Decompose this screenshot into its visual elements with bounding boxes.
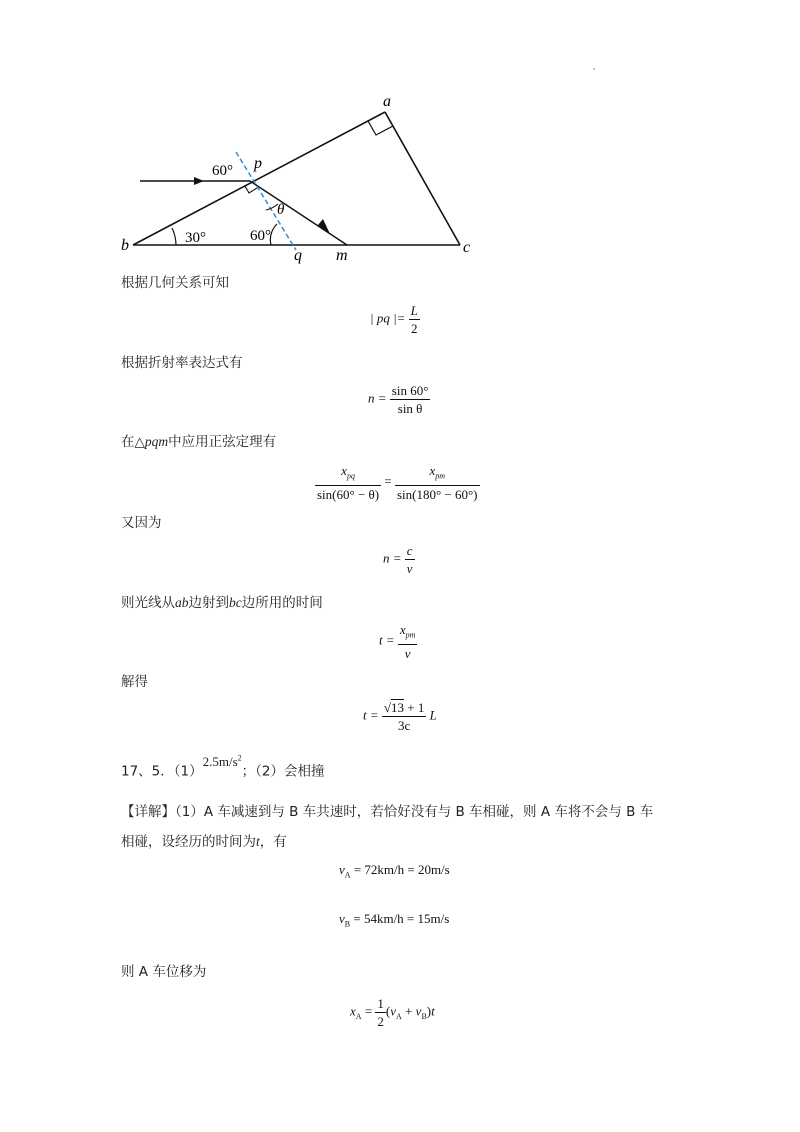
formula-pq-num: L — [410, 303, 418, 318]
f7-sub: A — [344, 870, 351, 880]
f7-rest: = 72km/h = 20m/s — [350, 862, 450, 877]
detail2-prefix: 相碰，设经历的时间为 — [121, 834, 256, 850]
formula-xa — [350, 996, 435, 1029]
formula-pq-den: 2 — [411, 321, 418, 336]
f3-num2: x — [429, 463, 436, 478]
formula-n-left: n = — [368, 390, 387, 406]
f8-v: v — [339, 911, 345, 926]
f4-den: v — [406, 561, 413, 576]
angle-label-60-bottom: 60° — [250, 228, 271, 244]
text-line-geometry: 根据几何关系可知 — [121, 275, 229, 291]
f3-num1: x — [341, 463, 347, 478]
formula-va — [339, 862, 450, 880]
f3-den1: sin(60° − θ) — [317, 486, 380, 502]
label-c: c — [463, 239, 471, 256]
text-time-mid: 边射到 — [188, 595, 229, 611]
formula-sine-rule — [315, 463, 480, 502]
label-b: b — [121, 237, 129, 254]
f9-eq: = — [361, 1003, 376, 1019]
f6-left: t = — [363, 707, 379, 723]
formula-n-cv — [383, 543, 415, 576]
f6-sqrt: 13 — [391, 700, 405, 715]
label-m: m — [336, 247, 348, 264]
f6-num-rest: + 1 — [404, 700, 425, 715]
f9-t: t — [431, 1003, 435, 1019]
f9-paren-close: ) — [426, 1003, 432, 1019]
text-time-bc: bc — [229, 595, 242, 610]
detail2-suffix: ，有 — [259, 834, 287, 850]
f9-v2: v — [415, 1003, 422, 1019]
f9-sub: A — [355, 1012, 362, 1022]
f9-v1: v — [390, 1003, 397, 1019]
text-sine-suffix: 中应用正弦定理有 — [168, 434, 277, 450]
text-line-time — [121, 593, 323, 613]
f4-left: n = — [383, 550, 402, 566]
q17-suffix: ；（2）会相撞 — [241, 763, 325, 780]
label-a: a — [383, 93, 391, 110]
right-angle-marker-p — [245, 186, 257, 193]
f5-den: v — [404, 645, 411, 661]
formula-pq-left: | pq |= — [370, 310, 406, 326]
f5-num: x — [399, 622, 406, 637]
f6-den: 3c — [397, 718, 411, 733]
edge-ab — [133, 112, 385, 245]
question-17-line — [121, 754, 325, 781]
f9-s1: A — [396, 1012, 402, 1022]
q17-value: 2.5m/s — [202, 754, 238, 770]
detail-line-1: 【详解】（1）A 车减速到与 B 车共速时，若恰好没有与 B 车相碰，则 A 车将不会与 B 车 — [121, 804, 654, 820]
detail2-var: t — [256, 834, 260, 849]
angle-label-60-top: 60° — [212, 163, 233, 179]
q17-exp: 2 — [237, 754, 242, 763]
angle-label-theta: θ — [277, 202, 285, 218]
f8-rest: = 54km/h = 15m/s — [350, 911, 450, 926]
detail-line-2 — [121, 832, 287, 852]
angle-arc-q — [270, 224, 277, 245]
f7-v: v — [339, 862, 345, 877]
label-q: q — [294, 247, 302, 264]
angle-arc-b — [172, 228, 176, 245]
text-sine-var: pqm — [144, 434, 169, 449]
formula-n-sin — [368, 383, 430, 416]
formula-n-num: sin 60° — [391, 383, 429, 398]
f5-left: t = — [379, 632, 395, 648]
f6-right: L — [429, 707, 437, 723]
f8-sub: B — [344, 919, 351, 929]
text-line-solve: 解得 — [121, 674, 148, 690]
text-time-prefix: 则光线从 — [121, 595, 175, 611]
formula-t-result: t = $\frac{√13 + 1}{3c}$ L — [363, 700, 437, 733]
formula-n-den: sin θ — [397, 401, 423, 416]
f3-sub2: pm — [435, 471, 445, 481]
f3-eq: = — [384, 473, 392, 489]
right-angle-marker-a — [368, 121, 393, 135]
formula-t-xv — [379, 622, 417, 661]
formula-pq — [370, 303, 420, 336]
incident-arrowhead — [194, 177, 204, 185]
text-line-sine-rule — [121, 432, 276, 452]
f9-num: 1 — [377, 996, 384, 1011]
f9-x: x — [350, 1003, 356, 1019]
label-p: p — [254, 155, 262, 172]
q17-prefix: 17、5．（1） — [121, 763, 203, 780]
f5-sub: pm — [405, 630, 416, 640]
edge-ac — [385, 112, 460, 245]
f4-num: c — [406, 543, 413, 558]
text-sine-prefix: 在△ — [121, 434, 145, 450]
f3-den2: sin(180° − 60°) — [396, 486, 478, 502]
text-line-refraction: 根据折射率表达式有 — [121, 355, 243, 371]
text-time-ab: ab — [175, 595, 189, 610]
f9-paren-open: ( — [385, 1003, 391, 1019]
f9-plus: + — [401, 1003, 416, 1019]
text-line-because: 又因为 — [121, 515, 162, 531]
geometry-diagram — [0, 0, 800, 270]
f3-sub1: pq — [346, 471, 355, 481]
formula-vb — [339, 911, 449, 929]
text-time-suffix: 边所用的时间 — [241, 595, 323, 611]
text-line-displacement: 则 A 车位移为 — [121, 964, 207, 980]
corner-mark: · — [592, 62, 597, 78]
angle-label-30: 30° — [185, 230, 206, 246]
f9-s2: B — [421, 1012, 427, 1022]
f9-den: 2 — [377, 1014, 384, 1029]
